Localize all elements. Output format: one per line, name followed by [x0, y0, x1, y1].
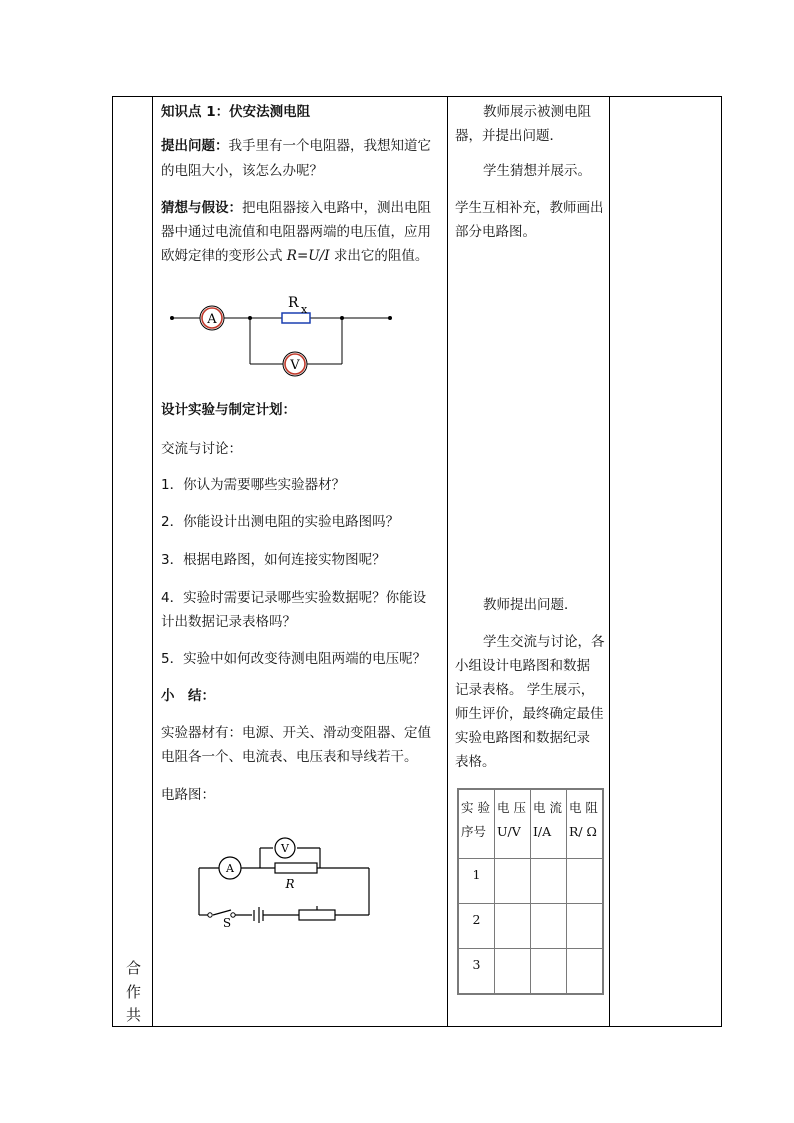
switch-label: S: [222, 916, 232, 930]
activity-students-supplement: 学生互相补充，教师画出: [455, 200, 604, 216]
resistance-cell: [566, 949, 603, 995]
table-row: [458, 859, 603, 904]
discussion-title: 交流与讨论：: [161, 441, 242, 457]
table-row: [458, 949, 603, 995]
side-label-char-2: 作: [126, 983, 142, 1001]
equipment-line1: 实验器材有：电源、开关、滑动变阻器、定值: [161, 725, 431, 741]
design-title: 设计实验与制定计划：: [161, 402, 296, 418]
table-border-bottom: [112, 1026, 722, 1027]
resistance-cell: [566, 904, 603, 949]
activity-students-discuss-line4: 师生评价，最终确定最佳: [455, 706, 604, 722]
table-border-left: [112, 96, 113, 1027]
rheostat: [299, 910, 335, 920]
current-cell: [530, 904, 566, 949]
resistor-label: R: [285, 877, 295, 891]
circuit-diagram-1: [160, 288, 400, 388]
table-border-right: [721, 96, 722, 1027]
ammeter-label: A: [226, 862, 234, 875]
header-current: 电 流 I/A: [530, 789, 566, 859]
ammeter-label: A: [207, 312, 217, 327]
column-divider-2: [447, 96, 448, 1027]
current-cell: [530, 949, 566, 995]
ohm-formula: R=U/I: [286, 248, 330, 264]
question-text-line2: 的电阻大小，该怎么办呢？: [161, 163, 323, 179]
data-record-table: [457, 788, 604, 995]
resistor-subscript: x: [301, 303, 308, 316]
data-table-header-row: [458, 789, 603, 859]
row-number: 2: [458, 904, 495, 949]
voltmeter-label: V: [281, 842, 289, 855]
hypothesis-text: 把电阻器接入电路中，测出电阻: [242, 200, 431, 216]
header-trial-number: 实 验 序号: [458, 789, 495, 859]
question-4: 4．实验时需要记录哪些实验数据呢？你能设: [161, 590, 427, 606]
hypothesis-text-line3: [161, 245, 428, 267]
question-1: 1．你认为需要哪些实验器材？: [161, 477, 346, 493]
voltage-cell: [495, 859, 531, 904]
table-row: [458, 904, 603, 949]
side-label-char-1: 合: [126, 959, 142, 977]
equipment-line2: 电阻各一个、电流表、电压表和导线若干。: [161, 749, 418, 765]
voltmeter-icon: [283, 352, 307, 376]
activity-students-guess: 学生猜想并展示。: [483, 163, 591, 179]
question-label: 提出问题：: [161, 138, 229, 154]
question-5: 5．实验中如何改变待测电阻两端的电压呢？: [161, 651, 427, 667]
resistor-r: [275, 863, 317, 873]
question-2: 2．你能设计出测电阻的实验电路图吗？: [161, 514, 400, 530]
voltmeter-icon: [275, 838, 295, 858]
question-3: 3．根据电路图，如何连接实物图呢？: [161, 552, 386, 568]
activity-teacher-asks: 教师提出问题．: [483, 597, 578, 613]
row-number: 1: [458, 859, 495, 904]
hypothesis-line3-post: 求出它的阻值。: [329, 248, 429, 264]
activity-students-discuss: 学生交流与讨论，各: [483, 634, 605, 650]
table-border-top: [112, 96, 722, 97]
ammeter-icon: [200, 306, 224, 330]
voltage-cell: [495, 904, 531, 949]
hypothesis-text-line2: 器中通过电流值和电阻器两端的电压值，应用: [161, 224, 431, 240]
column-divider-1: [152, 96, 153, 1027]
section-heading: 知识点 1：伏安法测电阻: [161, 104, 311, 120]
activity-students-discuss-line5: 实验电路图和数据纪录: [455, 730, 590, 746]
activity-students-discuss-line3: 记录表格。 学生展示，: [455, 682, 595, 698]
current-cell: [530, 859, 566, 904]
question-4-line2: 计出数据记录表格吗？: [161, 614, 296, 630]
circuit-diagram-2: [196, 834, 371, 929]
hypothesis-paragraph: [161, 197, 431, 219]
column-divider-3: [609, 96, 610, 1027]
resistor-label: R: [288, 295, 299, 311]
activity-teacher-shows: 教师展示被测电阻: [483, 104, 591, 120]
header-voltage: 电 压 U/V: [495, 789, 531, 859]
ammeter-icon: [219, 857, 241, 879]
summary-title: 小 结：: [161, 688, 215, 704]
side-label-char-3: 共: [126, 1006, 142, 1024]
row-number: 3: [458, 949, 495, 995]
voltage-cell: [495, 949, 531, 995]
resistance-cell: [566, 859, 603, 904]
hypothesis-label: 猜想与假设：: [161, 200, 242, 216]
hypothesis-line3-pre: 欧姆定律的变形公式: [161, 248, 287, 264]
diagram-label: 电路图：: [161, 787, 215, 803]
activity-students-supplement-line2: 部分电路图。: [455, 224, 536, 240]
voltmeter-label: V: [290, 358, 300, 373]
activity-students-discuss-line6: 表格。: [455, 754, 496, 770]
question-paragraph: [161, 135, 431, 157]
activity-students-discuss-line2: 小组设计电路图和数据: [455, 658, 590, 674]
header-resistance: 电 阻 R/ Ω: [566, 789, 603, 859]
activity-teacher-shows-line2: 器，并提出问题．: [455, 128, 563, 144]
question-text: 我手里有一个电阻器，我想知道它: [228, 138, 431, 154]
